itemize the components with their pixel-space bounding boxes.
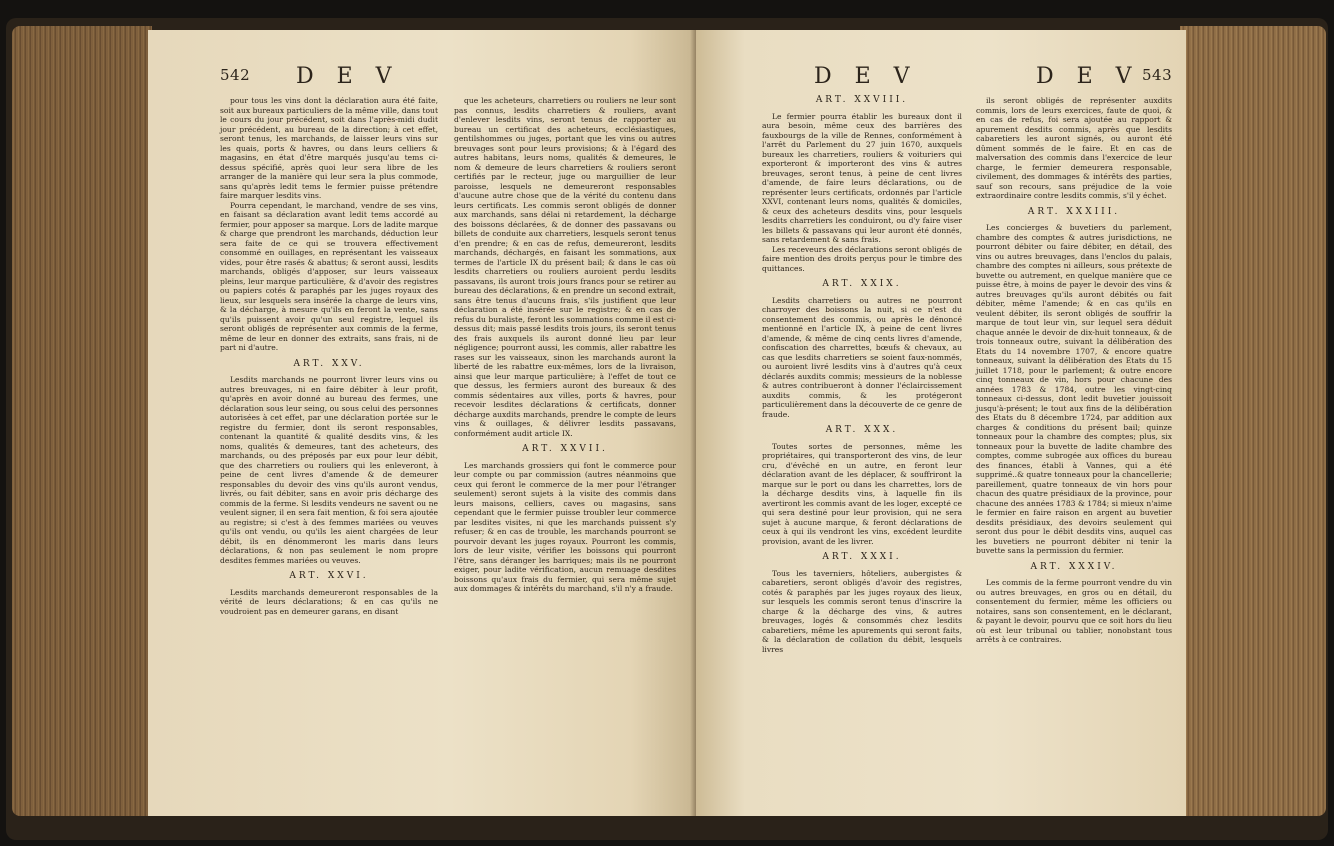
paragraph: Toutes sortes de personnes, même les propriétaires, qui transporteront des vins, de leur cru, d'évêché en un autre, en feront leur déclaration avant de les déplacer, & souffriront la marque sur le port ou dans les charrettes, lors de la décharge desdits vins, à laquelle fin ils avertiront les commis avant de les loger, excepté ce qui sera destiné pour leur provision, qui ne sera sujet à aucune marque, & feront déclarations de ceux à qui ils vendront les vins, excédent leurdite provision, avant de les livrer.: [762, 441, 962, 546]
paragraph: Le fermier pourra établir les bureaux dont il aura besoin, même ceux des barrières des fauxbourgs de la ville de Rennes, conformément à l'arrêt du Parlement du 27 juin 1670, auxquels bureaux les charretiers, rouliers & voituriers qui exporteront & importeront des vins & autres breuvages, seront tenus, à peine de cent livres d'amende, de faire leurs déclarations, ou de représenter leurs certificats, ordonnés par l'article XXVI, contenant leurs noms, qualités & domiciles, & ceux des acheteurs desdits vins, pour lesquels lesdits charretiers les conduiront, ou d'y faire viser les billets & passavans qui leur auront été donnés, sans retardement & sans frais.: [762, 111, 962, 244]
paragraph: Les commis de la ferme pourront vendre du vin ou autres breuvages, en gros ou en détail, du consentement du fermier, même les officiers ou notaires, sans son consentement, en le déclarant, & payant le devoir, pourvu que ce soit hors du lieu où est leur tribunal ou tablier, nonobstant tous arrêts à ce contraires.: [976, 578, 1172, 644]
article-heading: ART. XXXIII.: [1027, 206, 1121, 217]
left-page-edges: [12, 26, 152, 816]
page-number-left: 542: [220, 66, 251, 84]
paragraph: Les receveurs des déclarations seront obligés de faire mention des droits perçus pour le timbre des quittances.: [762, 244, 962, 273]
paragraph: Les marchands grossiers qui font le commerce pour leur compte ou par commission (autres néanmoins que ceux qui feront le commerce de la mer pour l'étranger seulement) seront sujets à la visite des commis dans leurs maisons, celliers, caves ou magasins, sans cependant que le fermier puisse troubler leur commerce par lesdites visites, ni que les marchands puissent s'y refuser; & en cas de trouble, les marchands pourront se pourvoir devant les juges royaux. Pourront les commis, lors de leur visite, vérifier les boissons qui pourront l'être, sans déranger les barriques; mais ils ne pourront exiger, pour ladite vérification, aucun remuage desdites boissons qu'aux frais du fermier, qui sera même sujet aux dommages & intérêts du marchand, s'il n'y a fraude.: [454, 460, 676, 593]
article-heading: ART. XXVI.: [289, 571, 369, 581]
article-heading: ART. XXX.: [825, 425, 899, 435]
right-page-edges: [1180, 26, 1326, 816]
running-head-right-1: D E V: [814, 64, 918, 89]
paragraph: ils seront obligés de représenter auxdits commis, lors de leurs exercices, faute de quoi, & en cas de refus, foi sera ajoutée au rapport & apurement desdits commis, après que lesdits cabaretiers les auront signés, ou auront été dûment sommés de le faire. Et en cas de malversation des commis dans l'exercice de leur charge, le fermier demeurera responsable, civilement, des dommages & intérêts des parties, sauf son recours, sans préjudice de la voie extraordinaire contre lesdits commis, s'il y échet.: [976, 96, 1172, 200]
article-heading: ART. XXIX.: [822, 279, 902, 289]
page-number-right: 543: [1142, 66, 1173, 84]
right-page: [696, 30, 1186, 816]
paragraph: Pourra cependant, le marchand, vendre de ses vins, en faisant sa déclaration avant ledit tems accordé au fermier, pour apposer sa marque. Lors de ladite marque & charge que prendront les marchands, déduction leur sera faite de ce qui se trouvera effectivement consommé en ouillages, en représentant les vaisseaux vides, pour être rasés & abattus; & seront aussi, lesdits marchands, obligés d'apposer, sur leurs vaisseaux pleins, leur marque particulière, & d'avoir des registres ou papiers cotés & paraphés par les juges royaux des lieux, sur lesquels sera insérée la charge de leurs vins, & la décharge, à mesure qu'ils en feront la vente, sans qu'ils puissent avoir qu'un seul registre, lequel ils seront obligés de représenter aux commis de la ferme, même de leur en donner des extraits, sans frais, ni de part ni d'autre.: [220, 200, 438, 352]
article-heading: ART. XXXI.: [822, 552, 902, 562]
paragraph: Lesdits charretiers ou autres ne pourront charroyer des boissons la nuit, si ce n'est du consentement des commis, ou après le dénoncé mentionné en l'article IX, à peine de cent livres d'amende, & même de cinq cents livres d'amende, confiscation des charrettes, bœufs & chevaux, au cas que lesdits charretiers se soient faux-nommés, ou auroient livré lesdits vins à d'autres qu'à ceux déclarés auxdits commis; messieurs de la noblesse & autres contribueront à donner l'éclaircissement auxdits commis, & les protégeront particulièrement dans la découverte de ce genre de fraude.: [762, 295, 962, 419]
running-head-left: D E V: [296, 64, 400, 89]
left-page-column-1: [220, 96, 438, 616]
left-page-column-2: [454, 96, 676, 594]
left-page: [148, 30, 696, 816]
article-heading: ART. XXV.: [293, 358, 365, 369]
paragraph: que les acheteurs, charretiers ou rouliers ne leur sont pas connus, lesdits charretiers & rouliers, avant d'enlever lesdits vins, seront tenus de rapporter au bureau un certificat des acheteurs, ecclésiastiques, gentilshommes ou juges, portant que les vins ou autres breuvages sont pour leurs provisions; & à l'égard des autres habitans, leurs noms, qualités & demeures, le nom & demeure de leurs charretiers & rouliers seront certifiés par le recteur, juge ou marguillier de leur paroisse, lesquels ne demeureront responsables d'aucune autre chose que de la vérité du contenu dans leurs certificats. Les commis seront obligés de donner aux marchands, sans délai ni retardement, la décharge des boissons déclarées, & de donner des passavans ou billets de conduite aux charretiers, lesquels seront tenus d'en prendre; & en cas de refus, demeureront, lesdits marchands, déchargés, en faisant les sommations, aux termes de l'article IX du présent bail; & dans le cas où lesdits charretiers ou rouliers auroient perdu lesdits passavans, ils auront trois jours francs pour se retirer au bureau des déclarations, & en prendre un second extrait, sans être tenus d'aucuns frais, s'ils justifient que leur déclaration a été insérée sur le registre; & en cas de refus du buraliste, feront les sommations comme il est ci-dessus dit; mais passé lesdits trois jours, ils seront tenus des frais auxquels ils auront donné lieu par leur négligence; pourront aussi, les commis, aller rabattre les rases sur les vaisseaux, sinon les marchands auront la liberté de les rabattre eux-mêmes, lors de la livraison, ainsi que leur marque particulière; à l'effet de tout ce que dessus, les fermiers auront des bureaux & des commis sédentaires aux villes, ports & havres, pour recevoir lesdites déclarations & certificats, donner décharge auxdits marchands, prendre le compte de leurs vins & ouillages, & délivrer lesdits passavans, conformément audit article IX.: [454, 96, 676, 438]
article-heading: ART. XXVII.: [522, 444, 608, 454]
right-page-column-1: [762, 96, 962, 654]
article-heading: ART. XXVIII.: [815, 95, 909, 105]
running-head-right-2: D E V: [1036, 64, 1140, 89]
paragraph: Les concierges & buvetiers du parlement, chambre des comptes & autres jurisdictions, ne pourront débiter ou faire débiter, en détail, des vins ou autres breuvages, dans l'enclos du palais, chambre des comptes ni ailleurs, sous prétexte de buvette ou autrement, en quelque manière que ce puisse être, à moins de payer le devoir des vins & autres breuvages qu'ils auront débités ou fait débiter, même l'amende; & en cas qu'ils en veulent débiter, ils seront obligés de souffrir la marque de tout leur vin, sur lequel sera déduit chaque année le devoir de dix-huit tonneaux, & de trois tonneaux outre, suivant la délibération des Etats du 14 novembre 1707, & encore quatre tonneaux, suivant la délibération des Etats du 15 juillet 1718, pour le parlement; & outre encore cinq tonneaux de vin, hors pour chacune des années 1783 & 1784, outre les vingt-cinq tonneaux ci-dessus, dont ledit buvetier jouissoit jusqu'à-présent; le tout aux fins de la délibération des Etats du 8 décembre 1724, par addition aux charges & conditions du présent bail; quinze tonneaux pour la chambre des comptes; plus, six tonneaux pour la buvette de ladite chambre des comptes, comme subrogée aux offices du bureau des finances, établi à Vannes, qui a été supprimé..& quatre tonneaux pour la chancellerie; pareillement, quatre tonneaux de vin hors pour chacun des quatre présidiaux de la province, pour chacune des années 1783 & 1784; si mieux n'aime le fermier en faire raison en argent au buvetier desdits présidiaux, des devoirs seulement qui seront dus pour le débit desdits vins, auquel cas les buvetiers ne pourront débiter ni tenir la buvette sans la permission du fermier.: [976, 223, 1172, 555]
right-page-column-2: [976, 96, 1172, 645]
paragraph: pour tous les vins dont la déclaration aura été faite, soit aux bureaux particuliers de la même ville, dans tout le cours du jour précédent, soit dans l'après-midi dudit jour précédent, au bureau de la direction; à cet effet, seront tenus, les marchands, de laisser leurs vins sur les quais, ports & havres, ou dans leurs celliers & magasins, en état d'être marqués jusqu'au tems ci-dessus spécifié, après quoi leur sera libre de les arranger de la manière qui leur sera la plus commode, sans qu'après ledit tems le fermier puisse prétendre faire marquer lesdits vins.: [220, 96, 438, 200]
paragraph: Tous les taverniers, hôteliers, aubergistes & cabaretiers, seront obligés d'avoir des registres, cotés & paraphés par les juges royaux des lieux, sur lesquels les commis seront tenus d'inscrire la charge & la décharge des vins, & autres breuvages, logés & consommés chez lesdits cabaretiers, même les apurements qui seront faits, & la déclaration de collation du débit, lesquels livres: [762, 568, 962, 654]
paragraph: Lesdits marchands ne pourront livrer leurs vins ou autres breuvages, ni en faire débiter à leur profit, qu'après en avoir donné au bureau des fermes, une déclaration sous leur seing, ou sous celui des personnes autorisées à cet effet, par une déclaration portée sur le registre du fermier, dont ils seront responsables, contenant la quantité & qualité desdits vins, & les noms, qualités & demeures, tant des acheteurs, des marchands, ou des préposés par eux pour leur débit, que des charretiers ou rouliers qui les enleveront, à peine de cent livres d'amende & de demeurer responsables du devoir des vins qu'ils auront vendus, livrés, ou fait débiter, sans en avoir pris décharge des commis de la ferme. Si lesdits vendeurs ne savent ou ne veulent signer, il en sera fait mention, & foi sera ajoutée au registre; si c'est à des femmes mariées ou veuves qu'ils ont vendu, ou qu'ils les aient chargées de leur débit, ils en dénommeront les maris dans leurs déclarations, & non pas seulement le nom propre desdites femmes mariées ou veuves.: [220, 375, 438, 565]
paragraph: Lesdits marchands demeureront responsables de la vérité de leurs déclarations; & en cas qu'ils ne voudroient pas en demeurer garans, en disant: [220, 587, 438, 616]
article-heading: ART. XXXIV.: [1030, 561, 1118, 572]
